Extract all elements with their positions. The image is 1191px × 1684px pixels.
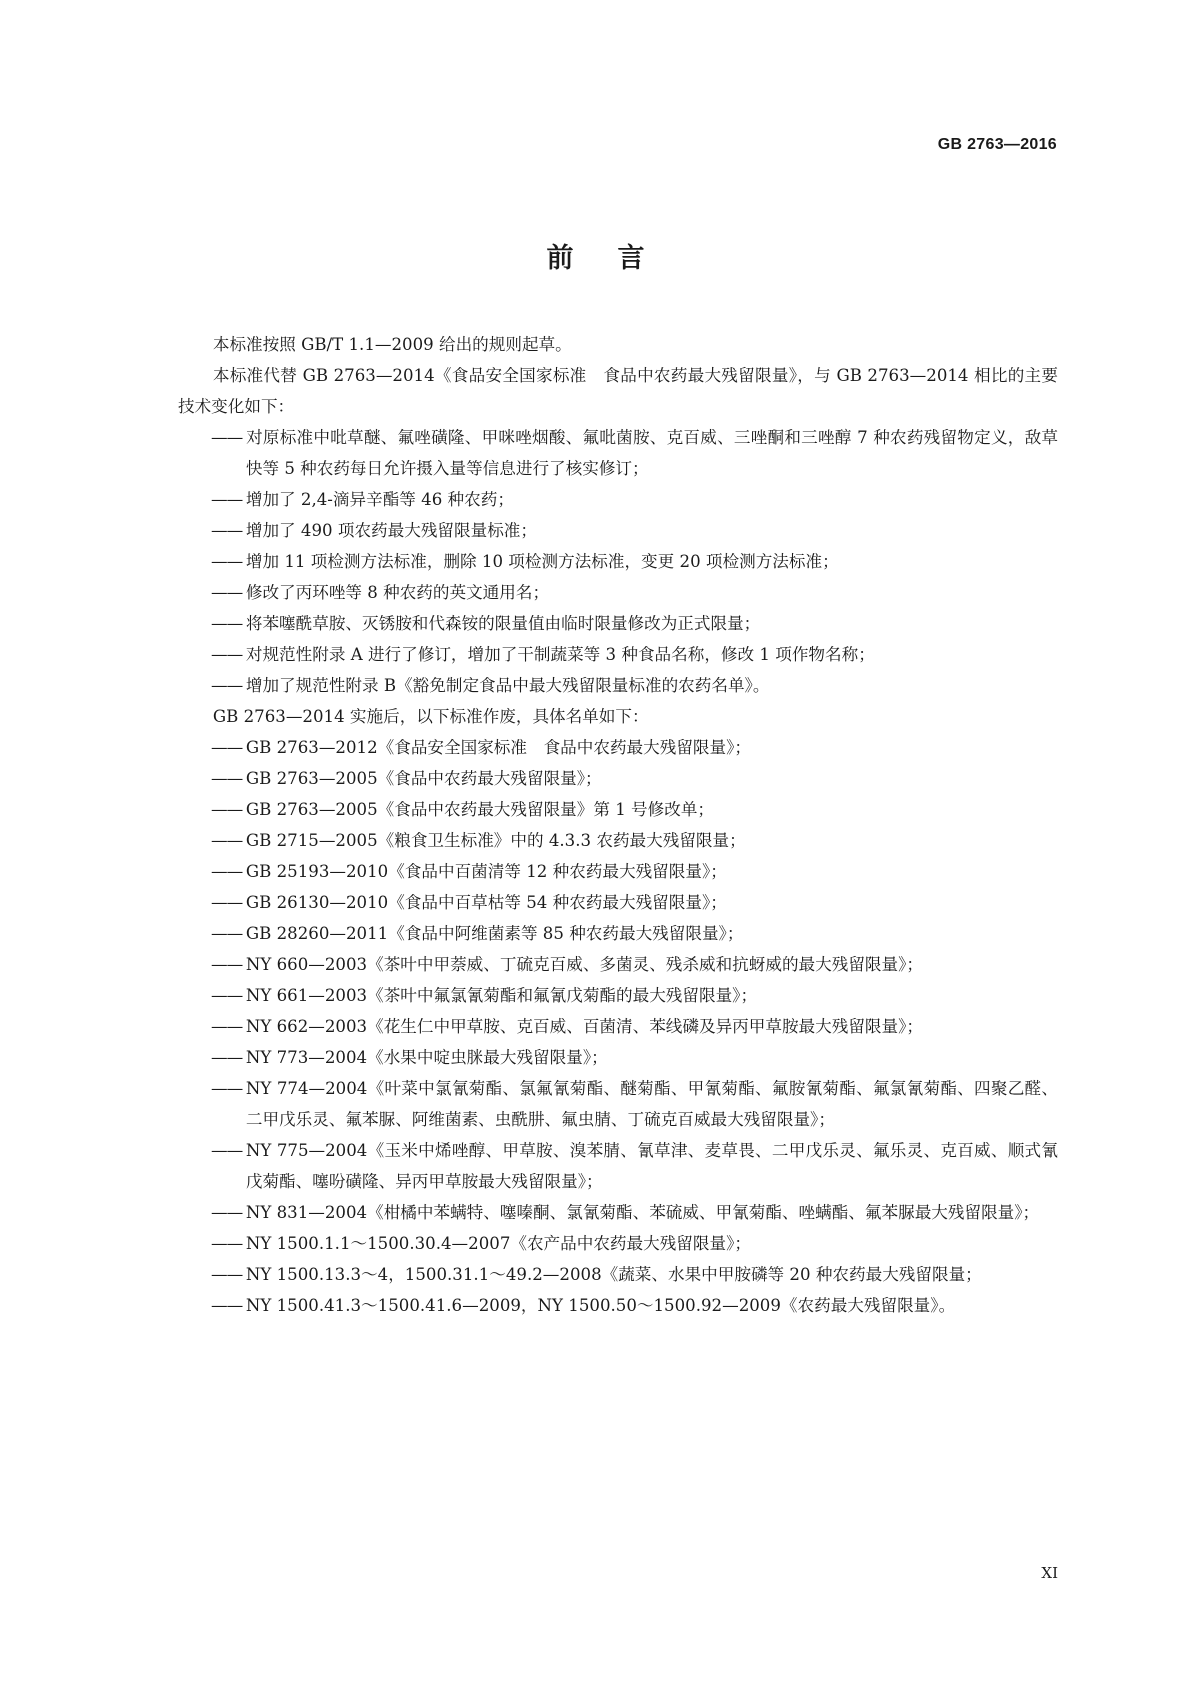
list-item-text: GB 2715—2005《粮食卫生标准》中的 4.3.3 农药最大残留限量； — [245, 831, 746, 850]
list-item-text: NY 1500.41.3～1500.41.6—2009，NY 1500.50～1500.92—2009《农药最大残留限量》。 — [245, 1296, 956, 1315]
dash-marker: —— — [211, 955, 243, 974]
list-item — [211, 1197, 1058, 1228]
list-item-text: GB 28260—2011《食品中阿维菌素等 85 种农药最大残留限量》； — [245, 924, 744, 943]
list-item-text: NY 773—2004《水果中啶虫脒最大残留限量》； — [245, 1048, 608, 1067]
list-item — [211, 1135, 1058, 1197]
list-item — [211, 1011, 1058, 1042]
page-title: 前言 — [546, 243, 689, 274]
list-item-text: 对规范性附录 A 进行了修订，增加了干制蔬菜等 3 种食品名称，修改 1 项作物名称； — [245, 645, 875, 664]
list-item — [211, 1073, 1058, 1135]
list-item — [211, 515, 1058, 546]
dash-marker: —— — [211, 1017, 243, 1036]
list-item — [211, 670, 1058, 701]
list-item-text: 增加了规范性附录 B《豁免制定食品中最大残留限量标准的农药名单》。 — [245, 676, 770, 695]
paragraph-drafting-rules: 本标准按照 GB/T 1.1—2009 给出的规则起草。 — [212, 335, 572, 354]
list-item — [211, 949, 1058, 980]
list-item — [211, 763, 1058, 794]
dash-marker: —— — [211, 1265, 243, 1284]
list-item — [211, 856, 1058, 887]
dash-marker: —— — [211, 428, 243, 447]
list-item-text: NY 775—2004《玉米中烯唑醇、甲草胺、溴苯腈、氰草津、麦草畏、二甲戊乐灵、氟乐灵、克百威、顺式氰戊菊酯、噻吩磺隆、异丙甲草胺最大残留限量》； — [245, 1141, 1058, 1191]
list-item-text: NY 662—2003《花生仁中甲草胺、克百威、百菌清、苯线磷及异丙甲草胺最大残留限量》； — [245, 1017, 923, 1036]
list-item — [211, 825, 1058, 856]
list-item-text: NY 831—2004《柑橘中苯螨特、噻嗪酮、氯氰菊酯、苯硫威、甲氰菊酯、唑螨酯、氟苯脲最大残留限量》； — [245, 1203, 1040, 1222]
list-item-text: 增加了 2,4-滴异辛酯等 46 种农药； — [245, 490, 514, 509]
changes-list — [178, 422, 1058, 701]
dash-marker: —— — [211, 924, 243, 943]
dash-marker: —— — [211, 1079, 243, 1098]
list-item — [211, 1259, 1058, 1290]
dash-marker: —— — [211, 893, 243, 912]
paragraph-replacement: 本标准代替 GB 2763—2014《食品安全国家标准 食品中农药最大残留限量》，与 GB 2763—2014 相比的主要技术变化如下： — [178, 366, 1058, 416]
list-item-text: GB 2763—2005《食品中农药最大残留限量》； — [245, 769, 602, 788]
dash-marker: —— — [211, 1141, 243, 1160]
list-item — [211, 546, 1058, 577]
dash-marker: —— — [211, 552, 243, 571]
dash-marker: —— — [211, 769, 243, 788]
list-item-text: NY 660—2003《茶叶中甲萘威、丁硫克百威、多菌灵、残杀威和抗蚜威的最大残留限量》； — [245, 955, 923, 974]
list-item — [211, 980, 1058, 1011]
repealed-list — [178, 732, 1058, 1321]
dash-marker: —— — [211, 800, 243, 819]
list-item — [211, 577, 1058, 608]
list-item-text: GB 2763—2012《食品安全国家标准 食品中农药最大残留限量》； — [245, 738, 751, 757]
dash-marker: —— — [211, 614, 243, 633]
list-item — [211, 794, 1058, 825]
dash-marker: —— — [211, 583, 243, 602]
list-item-text: NY 1500.13.3～4，1500.31.1～49.2—2008《蔬菜、水果中甲胺磷等 20 种农药最大残留限量； — [245, 1265, 982, 1284]
list-item — [211, 484, 1058, 515]
dash-marker: —— — [211, 1048, 243, 1067]
list-item-text: NY 774—2004《叶菜中氯氰菊酯、氯氟氰菊酯、醚菊酯、甲氰菊酯、氟胺氰菊酯、氟氯氰菊酯、四聚乙醛、二甲戊乐灵、氟苯脲、阿维菌素、虫酰肼、氟虫腈、丁硫克百威最大残留限量》； — [245, 1079, 1058, 1129]
dash-marker: —— — [211, 1203, 243, 1222]
list-item — [211, 918, 1058, 949]
page-number: XI — [1041, 1564, 1058, 1582]
list-item — [211, 1290, 1058, 1321]
document-body — [178, 329, 1058, 1321]
list-item-text: 增加了 490 项农药最大残留限量标准； — [245, 521, 537, 540]
list-item-text: NY 661—2003《茶叶中氟氯氰菊酯和氟氰戊菊酯的最大残留限量》； — [245, 986, 758, 1005]
dash-marker: —— — [211, 862, 243, 881]
dash-marker: —— — [211, 831, 243, 850]
dash-marker: —— — [211, 676, 243, 695]
dash-marker: —— — [211, 1296, 243, 1315]
list-item — [211, 639, 1058, 670]
dash-marker: —— — [211, 738, 243, 757]
list-item — [211, 887, 1058, 918]
dash-marker: —— — [211, 986, 243, 1005]
paragraph-repeal-intro: GB 2763—2014 实施后，以下标准作废，具体名单如下： — [212, 707, 649, 726]
list-item-text: GB 2763—2005《食品中农药最大残留限量》第 1 号修改单； — [245, 800, 715, 819]
dash-marker: —— — [211, 1234, 243, 1253]
dash-marker: —— — [211, 645, 243, 664]
list-item-text: 修改了丙环唑等 8 种农药的英文通用名； — [245, 583, 550, 602]
list-item-text: GB 26130—2010《食品中百草枯等 54 种农药最大残留限量》； — [245, 893, 727, 912]
dash-marker: —— — [211, 521, 243, 540]
list-item — [211, 732, 1058, 763]
list-item — [211, 422, 1058, 484]
list-item-text: NY 1500.1.1～1500.30.4—2007《农产品中农药最大残留限量》； — [245, 1234, 751, 1253]
dash-marker: —— — [211, 490, 243, 509]
list-item-text: 增加 11 项检测方法标准，删除 10 项检测方法标准，变更 20 项检测方法标准； — [245, 552, 839, 571]
list-item — [211, 608, 1058, 639]
list-item-text: 将苯噻酰草胺、灭锈胺和代森铵的限量值由临时限量修改为正式限量； — [245, 614, 761, 633]
list-item — [211, 1042, 1058, 1073]
list-item — [211, 1228, 1058, 1259]
list-item-text: 对原标准中吡草醚、氟唑磺隆、甲咪唑烟酸、氟吡菌胺、克百威、三唑酮和三唑醇 7 种农药残留物定义，敌草快等 5 种农药每日允许摄入量等信息进行了核实修订； — [245, 428, 1058, 478]
standard-code: GB 2763—2016 — [937, 136, 1057, 153]
list-item-text: GB 25193—2010《食品中百菌清等 12 种农药最大残留限量》； — [245, 862, 727, 881]
